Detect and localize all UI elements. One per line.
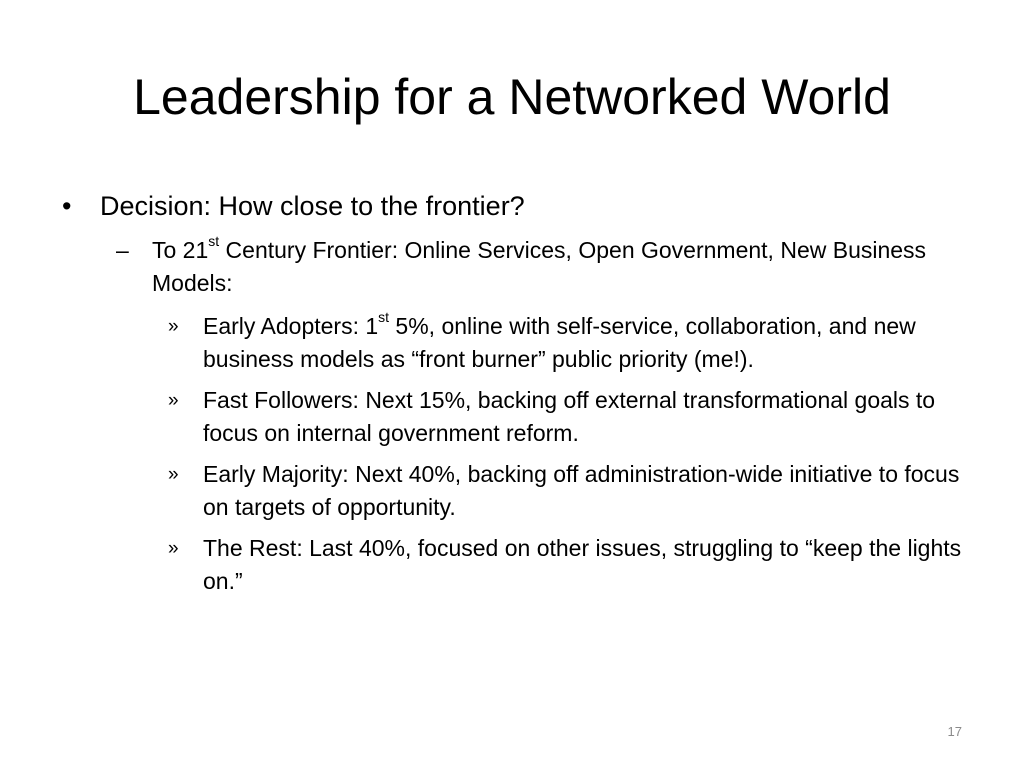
bullet-text: Decision: How close to the frontier? [100, 191, 525, 221]
list-item-text: Fast Followers: Next 15%, backing off external transformational goals to focus on internal government reform. [203, 387, 936, 446]
sub-bullet-text-start: To 21 [152, 237, 209, 263]
chevron-marker: » [168, 316, 179, 337]
chevron-marker: » [168, 390, 179, 411]
sub-bullet-text [152, 234, 932, 300]
slide-title: Leadership for a Networked World [133, 69, 891, 125]
ordinal-superscript: st [208, 233, 220, 250]
slide-number: 17 [947, 724, 962, 739]
chevron-marker: » [168, 464, 179, 485]
ordinal-superscript: st [378, 309, 390, 326]
bullet-marker: • [62, 191, 72, 221]
list-item-text: Early Majority: Next 40%, backing off administration-wide initiative to focus on targets of opportunity. [203, 461, 960, 520]
chevron-marker: » [168, 538, 179, 559]
list-item-text-end: 5%, online with self-service, collaboration, and new business models as “front burner” public priority (me!). [203, 313, 916, 372]
list-item-text [203, 310, 968, 376]
list-item-text-start: Early Adopters: 1 [203, 313, 379, 339]
sub-bullet-text-end: Century Frontier: Online Services, Open Government, New Business Models: [152, 237, 927, 296]
list-item-text: The Rest: Last 40%, focused on other issues, struggling to “keep the lights on.” [203, 535, 962, 594]
dash-marker: – [116, 237, 129, 263]
